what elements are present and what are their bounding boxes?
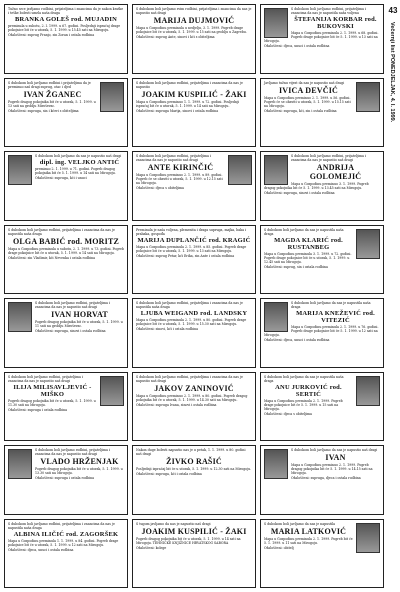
notice-body: Posljednji ispraćaj bit će u utorak, 5. 1. 1999. u 12.30 sati na Mirogoju. xyxy=(136,467,252,471)
obituary-grid xyxy=(4,4,384,588)
page-number: 43 xyxy=(388,6,398,15)
notice-signature: Ožalošćeni: supruga i ostala rodbina xyxy=(35,476,95,480)
deceased-name: JAKOV ZANINOVIĆ xyxy=(154,383,234,393)
notice-body: Mapa u Gospodinu preminuo 3. 1. 1999. Pogreb dragog pokojnika bit će 5. 1. 1999. u 13.45 sati na Mirogoju. xyxy=(264,182,369,190)
obituary-notice xyxy=(260,78,384,148)
notice-body: Pogreb dragog pokojnika bit će u utorak, 5. 1. 1999. u 13 sati na groblju Miroševac. xyxy=(8,99,96,108)
notice-intro: S tugom javljamo da nas je napustio naš dragi xyxy=(136,521,211,526)
notice-signature: Ožalošćeni: supruga i ostala rodbina xyxy=(8,407,68,412)
portrait-photo xyxy=(8,155,32,185)
notice-signature: Ožalošćeni: supruga, kći, sin i ostala rodbina xyxy=(264,108,337,113)
notice-body: Mapa u Gospodinu preminula 1. 1. 1999. u 84. godini. Pogreb drage pokojnice bit će u utorak, 5. 1. 1999. u 12 sati na Mirogoju. xyxy=(8,538,119,547)
notice-intro: S dubokom boli javljamo da nas je napustila naša draga xyxy=(264,374,344,383)
notice-body: Mapa u Gospodinu preminula u subotu, 2. 1. 1999. u 73. godini. Pogreb drage pokojnice bit će u utorak, 5. 1. 1999. u 14 sati na Mirogoju. xyxy=(8,246,124,255)
deceased-name: MARIJA KNEŽEVIĆ rod. VITEZIĆ xyxy=(296,310,375,324)
portrait-photo xyxy=(264,302,288,332)
obituary-notice xyxy=(4,78,128,148)
notice-intro: S dubokom boli javljamo svim rodbini, prijateljima i znancima da nas je napustio naš dragi xyxy=(136,7,252,15)
portrait-photo xyxy=(356,376,380,406)
notice-signature: Ožalošćeni: supruga, kći i ostala rodbina xyxy=(136,472,202,476)
notice-intro: S dubokom boli javljamo rodbini, prijateljima i znancima da nas je napustio naš dragi xyxy=(291,154,366,162)
notice-signature: Ožalošćeni: supruga Marija, sinovi i ostala rodbina xyxy=(136,108,219,113)
notice-body: Pogreb dragog pokojnika bit će u utorak, 5. 1. 1999. u 14 sati na Mirogoju. TEHNIČKE KNJIŽNICE HRVATSKOG SABORA xyxy=(136,536,241,545)
obituary-notice xyxy=(132,78,256,148)
obituary-notice xyxy=(4,298,128,368)
running-head: Večernji list PONEDJELJAK, 4. I. 1999. xyxy=(389,22,395,123)
notice-intro: S dubokom boli javljamo rodbini, prijateljima i znancima da nas je napustio naš dragi xyxy=(35,448,110,456)
notice-signature: Ožalošćeni: sin Vladimir, kći Nevenka i ostala rodbina xyxy=(8,255,96,260)
notice-body: Mapa u Gospodinu preminuo 2. 1. 1999. u 56. godini. Pogreb će se obaviti u utorak, 5. 1. 1999. u 15.15 sati na Mirogoju. xyxy=(264,95,351,108)
notice-intro: S dubokom boli javljamo rodbini, prijateljima i znancima da nas je napustio naš dragi xyxy=(8,374,83,383)
obituary-notice xyxy=(132,151,256,221)
deceased-name: ANU JURKOVIĆ rod. SERTIĆ xyxy=(275,383,342,398)
notice-intro: S dubokom boli javljamo rodbini, prijateljima i znancima da nas je napustila naša draga xyxy=(136,301,243,309)
notice-body: Pogreb dragog pokojnika bit će u utorak, 5. 1. 1999. u 13.30 sati na Mirogoju. xyxy=(35,467,123,475)
obituary-notice xyxy=(260,519,384,589)
notice-intro: S dubokom boli javljamo da nas je napustio naš dragi xyxy=(35,154,122,158)
deceased-name: BRANKA GOLEŠ rod. MUJADIN xyxy=(14,16,118,23)
deceased-name: IVAN HORVAT xyxy=(51,310,108,319)
notice-signature: Ožalošćeni: djeca, unuci i ostala rodbina xyxy=(8,547,74,552)
notice-body: preminuo 2. 1. 1999. u 71. godini. Pogreb dragog pokojnika bit će 5. 1. 1999. u 14 sati na Mirogoju. xyxy=(35,167,116,175)
notice-signature: Ožalošćeni: djeca s obiteljima xyxy=(264,411,312,416)
notice-intro: Javljamo tužnu vijest da nas je napustio naš dragi xyxy=(264,80,345,85)
portrait-photo xyxy=(356,82,380,112)
deceased-name: IVAN xyxy=(325,453,346,462)
notice-body: Mapa u Gospodinu preminula u nedjelju, 3. 1. 1999. Pogreb drage pokojnice bit će u utorak, 5. 1. 1999. u 15 sati na groblju u Zagrebu. xyxy=(136,26,247,34)
obituary-notice xyxy=(132,445,256,515)
notice-intro: S dubokom boli javljamo rodbini, prijateljima i znancima da nas je napustio naš dragi xyxy=(136,374,243,383)
notice-intro: Nakon duge bolesti napustio nas je u petak, 1. 1. 1999. u 80. godini naš dragi xyxy=(136,448,246,456)
portrait-photo xyxy=(356,523,380,553)
notice-intro: S dubokom boli javljamo rodbini i prijateljima da je preminuo naš dragi suprug, otac i djed xyxy=(8,80,91,89)
notice-intro: S dubokom boli javljamo da nas je napustio naš dragi xyxy=(291,448,378,452)
deceased-name: MAGDA KLARIĆ rod. RUSTANBEG xyxy=(274,236,343,251)
notice-signature: Ožalošćeni: supruga, kći i unuci xyxy=(35,176,87,180)
notice-signature: Ožalošćeni: kolege xyxy=(136,545,167,550)
obituary-notice xyxy=(4,445,128,515)
notice-body: Mapa u Gospodinu preminula 2. 1. 1999. u 85. godini. Pogreb drage pokojnice bit će u utorak, 5. 1. 1999. u 13 sati na Mirogoju. xyxy=(136,244,247,253)
obituary-notice xyxy=(260,225,384,295)
notice-body: Mapa u Gospodinu preminuo 1. 1. 1999. u 72. godini. Posljednji ispraćaj bit će u utorak, 5. 1. 1999. u 14 sati na Mirogoju. xyxy=(136,99,240,108)
notice-body: Mapa u Gospodinu preminula 2. 1. 1999. u 80. godini. Pogreb drage pokojnice bit će u utorak, 5. 1. 1999. u 15.30 sati na Mirogoju. xyxy=(136,318,247,326)
notice-body: Mapa u Gospodinu preminula 2. 1. 1999. u 68. godini. Pogreb drage pokojnice bit će 5. 1. 1999. u 13 sati na Mirogoju. xyxy=(264,31,379,43)
notice-body: Mapa u Gospodinu preminula 2. 1. 1999. Pogreb drage pokojnice bit će 5. 1. 1999. u 15 sati na Mirogoju. xyxy=(264,398,343,411)
notice-signature: Ožalošćeni: djeca, unuci i ostala rodbina xyxy=(264,338,330,342)
portrait-photo xyxy=(100,376,124,406)
notice-body: preminula u subotu, 2. I. 1999. u 67. godini. Posljednji ispraćaj drage pokojnice bit će u utorak, 5. 1. 1999. u 15.45 sati na Mirogoju. xyxy=(8,24,121,32)
notice-signature: Ožalošćeni: suprug, sin i ostala rodbina xyxy=(264,264,328,269)
obituary-notice xyxy=(132,225,256,295)
notice-signature: Ožalošćeni: suprug Franjo, sin Zoran i ostala rodbina xyxy=(8,33,95,37)
notice-signature: Ožalošćeni: djeca, unuci i ostala rodbina xyxy=(264,44,330,48)
obituary-notice xyxy=(132,372,256,442)
notice-signature: Ožalošćeni: obitelj xyxy=(264,545,294,550)
notice-intro: S dubokom boli javljamo da nas je napustila xyxy=(264,521,336,526)
notice-signature: Ožalošćeni: suprug Ante, sinovi i kći s obiteljima xyxy=(136,35,215,39)
notice-signature: Ožalošćeni: suprug Petar, kći Erika, sin Ante i ostala rodbina xyxy=(136,253,235,258)
obituary-notice xyxy=(132,519,256,589)
notice-intro: Tužno srce javljamo rodbini, prijateljima i znancima da je nakon kratke i teške bolesti umrla naša draga xyxy=(8,7,124,15)
notice-signature: Ožalošćeni: djeca s obiteljima xyxy=(136,186,184,190)
notice-intro: S dubokom boli javljamo rodbini, prijateljima i znancima da nas je napustio xyxy=(136,80,243,89)
obituary-notice xyxy=(4,372,128,442)
notice-signature: Ožalošćeni: sinovi, kći i ostala rodbina xyxy=(136,327,199,331)
notice-body: Mapa u Gospodinu preminula 3. 1. 1999. u 72. godini. Pogreb drage pokojnice bit će u utorak, 5. 1. 1999. u 12.45 sati na Mirogoju. xyxy=(264,251,352,264)
obituary-notice xyxy=(260,298,384,368)
notice-body: Mapa u Gospodinu preminuo 2. 1. 1999. u 89. godini. Pogreb će se obaviti u utorak, 5. 1. 1999. u 12.15 sati na Mirogoju. xyxy=(136,173,223,185)
notice-signature: Ožalošćeni: supruga, sinovi i ostala rodbina xyxy=(35,329,106,333)
notice-intro: S dubokom boli javljamo rodbini, prijateljima i znancima da nas je napustio naš dragi xyxy=(35,301,110,309)
notice-body: Mapa u Gospodinu preminula 2. 1. 1999. Pogreb bit će 5. 1. 1999. u 11 sati na Mirogoju. xyxy=(264,536,353,545)
obituary-notice xyxy=(4,4,128,74)
portrait-photo xyxy=(228,155,252,185)
obituary-notice xyxy=(260,151,384,221)
notice-intro: S dubokom boli javljamo rodbini, prijateljima i znancima da nas je napustio naš dragi xyxy=(136,154,211,162)
portrait-photo xyxy=(264,8,288,38)
notice-signature: Ožalošćeni: supruga, sin i kćeri s obiteljima xyxy=(8,108,79,113)
portrait-photo xyxy=(264,155,288,185)
deceased-name: OLGA BABIĆ rod. MORITZ xyxy=(12,236,120,246)
obituary-notice xyxy=(4,225,128,295)
obituary-notice xyxy=(4,151,128,221)
notice-signature: Ožalošćeni: supruga, sinovi i ostala rodbina xyxy=(264,191,335,195)
notice-intro: S dubokom boli javljamo rodbini, prijateljima i znancima da nas je napustila naša draga xyxy=(8,521,115,530)
portrait-photo xyxy=(356,229,380,259)
deceased-name: IVICA DEVČIĆ xyxy=(278,85,339,95)
portrait-photo xyxy=(100,82,124,112)
side-margin xyxy=(386,0,400,592)
obituary-notice xyxy=(260,372,384,442)
deceased-name: ALBINA ILIČIĆ rod. ZAGORŠEK xyxy=(13,530,119,538)
notice-body: Pogreb dragog pokojnika bit će u utorak, 5. 1. 1999. u 11.30 sati na Mirogoju. xyxy=(8,398,96,407)
notice-body: Pogreb dragog pokojnika bit će u utorak, 5. 1. 1999. u 11 sati na groblju Miroševac. xyxy=(35,320,123,328)
deceased-name: dipl. ing. VELJKO ANTIĆ xyxy=(39,159,120,166)
obituary-notice xyxy=(132,4,256,74)
deceased-name: JOAKIM KUSPILIĆ - ŽAKI xyxy=(141,89,247,99)
deceased-name: ŠTEFANIJA KORBAR rod. BUKOVSKI xyxy=(294,16,377,30)
deceased-name: ŽIVKO RAŠIĆ xyxy=(166,457,222,466)
obituary-notice xyxy=(260,445,384,515)
notice-intro: S dubokom boli javljamo rodbini, prijateljima i znancima da nas je napustila naša voljena xyxy=(291,7,366,15)
deceased-name: MARIJA DUJMOVIĆ xyxy=(153,16,235,25)
deceased-name: ANDRIJA GOLOMEJIĆ xyxy=(309,163,362,181)
notice-signature: Ožalošćeni: supruga Ivana, sinovi i ostala rodbina xyxy=(136,402,217,407)
deceased-name: LJUBA WEIGAND rod. LANDSKY xyxy=(140,310,248,317)
notice-body: Mapa u Gospodinu preminula 2. 1. 1999. u 76. godini. Pogreb drage pokojnice bit će 5. 1. 1999. u 12 sati na Mirogoju. xyxy=(264,325,379,337)
notice-intro: S dubokom boli javljamo da nas je napustila naša draga xyxy=(264,227,344,236)
notice-intro: S dubokom boli javljamo da nas je napustila naša draga xyxy=(291,301,371,309)
portrait-photo xyxy=(264,449,288,479)
portrait-photo xyxy=(8,449,32,479)
deceased-name: IVAN ŽGANEC xyxy=(23,89,82,99)
obituary-notice xyxy=(132,298,256,368)
notice-intro: S dubokom boli javljamo rodbini, prijateljima i znancima da nas je napustila naša draga xyxy=(8,227,115,236)
notice-body: Mapa u Gospodinu preminuo 2. 1. 1999. u 80. godini. Pogreb dragog pokojnika bit će u utorak, 5. 1. 1999. u 14.30 sati na Mirogoju. xyxy=(136,393,248,402)
deceased-name: JOAKIM KUSPILIĆ - ŽAKI xyxy=(141,526,247,536)
deceased-name: ANTE KIRINČIĆ xyxy=(147,163,214,172)
obituary-notice xyxy=(260,4,384,74)
notice-body: Mapa u Gospodinu preminuo 2. 1. 1999. Pogreb dragog pokojnika bit će 5. 1. 1999. u 14.15 sati na Mirogoju. xyxy=(291,463,373,475)
notice-intro: Preminula je naša voljena, plemenita i draga supruga, majka, baka i prabaka, gospođa xyxy=(136,227,247,236)
obituary-notice xyxy=(4,519,128,589)
deceased-name: ILIJA MILISAVLJEVIĆ - MIŠKO xyxy=(13,383,92,398)
notice-signature: Ožalošćeni: supruga, djeca i ostala rodbina xyxy=(291,476,361,480)
deceased-name: VLADO HRŽENJAK xyxy=(40,457,119,466)
deceased-name: MARIA LATKOVIĆ xyxy=(270,526,347,536)
portrait-photo xyxy=(8,302,32,332)
deceased-name: MARIJA DUPLANČIĆ rod. KRAGIĆ xyxy=(137,236,251,244)
